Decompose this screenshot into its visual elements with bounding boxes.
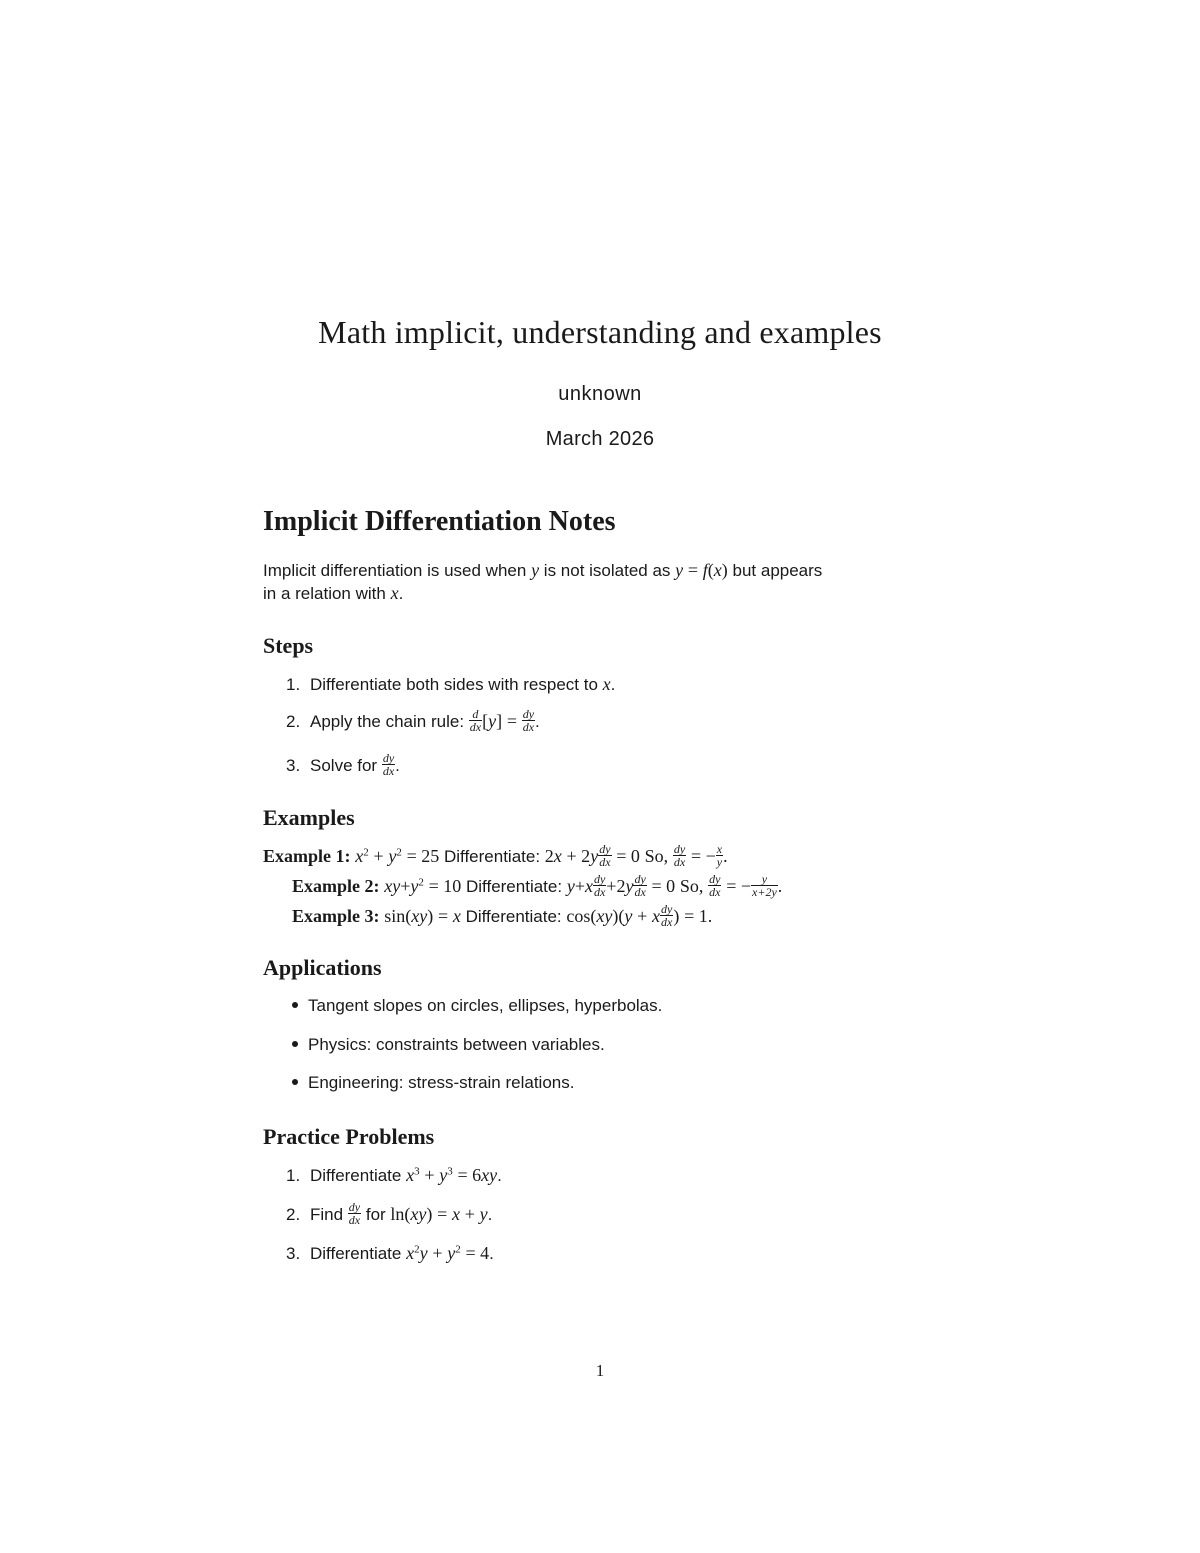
example-label: Example 3: [292,905,380,926]
intro-text-d: in a relation with [263,584,391,603]
application-item-2: Physics: constraints between variables. [292,1035,605,1055]
section-heading-examples: Examples [263,805,355,830]
intro-text-c: but appears [727,561,823,580]
intro-text-e: . [398,584,404,603]
document-date: March 2026 [545,428,655,450]
example-2: Example 2: $xy+y^2 = 10$ Differentiate: y+x $\frac{dy}{dx}$ +2y $\frac{dy}{dx}$ = 0 So, $\frac{dy}{dx}$ = − $\frac{y}{x+2y}$ . [292,872,783,899]
example-label: Example 1: [263,845,351,866]
practice-number: 1. [286,1166,301,1185]
practice-item-2: 2. Find $\frac{dy}{dx}$ for ln(xy) = x + y. [286,1200,493,1227]
section-heading-applications: Applications [263,955,382,980]
practice-number: 2. [286,1204,301,1224]
intro-text-a: Implicit differentiation is used when [263,561,532,580]
page-number: 1 [595,1361,605,1380]
intro-paragraph: Implicit differentiation is used when y is not isolated as y = f(x) but appears in a relation with x. [263,560,823,603]
step-item-3: 3. Solve for $\frac{dy}{dx}$ . [286,751,400,778]
practice-item-3: 3. Differentiate $x^2y + y^2 = 4$. [286,1243,494,1263]
section-heading-main: Implicit Differentiation Notes [263,506,616,537]
intro-text-b: is not isolated as [539,561,676,580]
example-1: Example 1: $x^2 + y^2 = 25$ Differentiate: 2x + 2y $\frac{dy}{dx}$ = 0 So, $\frac{dy}{dx}$ = − $\frac{x}{y}$ . [263,842,728,869]
step-item-1: 1. Differentiate both sides with respect to x. [286,674,616,694]
step-text: Solve for [310,755,382,775]
example-3: Example 3: sin(xy) = x Differentiate: cos(xy)(y + x $\frac{dy}{dx}$ ) = 1. [292,902,713,929]
step-item-2: 2. Apply the chain rule: $\frac{d}{dx}$ [y] = $\frac{dy}{dx}$ . [286,707,540,734]
step-number: 2. [286,711,301,731]
bullet-icon [292,1041,298,1047]
example-label: Example 2: [292,875,380,896]
step-text: Differentiate both sides with respect to [310,675,603,694]
math-x: x [390,583,399,603]
document-author: unknown [558,383,642,405]
application-item-3: Engineering: stress-strain relations. [292,1073,574,1093]
document-title: Math implicit, understanding and examples [318,314,882,350]
bullet-icon [292,1079,298,1085]
application-item-1: Tangent slopes on circles, ellipses, hyperbolas. [292,996,662,1016]
math-y-equals-fx: y [675,560,684,580]
section-heading-practice: Practice Problems [263,1124,435,1149]
bullet-icon [292,1002,298,1008]
math-y: y [531,560,540,580]
step-text: Apply the chain rule: [310,711,469,731]
practice-number: 3. [286,1244,301,1263]
step-number: 3. [286,755,301,775]
practice-item-1: 1. Differentiate $x^3 + y^3 = 6xy$. [286,1165,502,1185]
section-heading-steps: Steps [263,633,314,658]
step-number: 1. [286,675,301,694]
